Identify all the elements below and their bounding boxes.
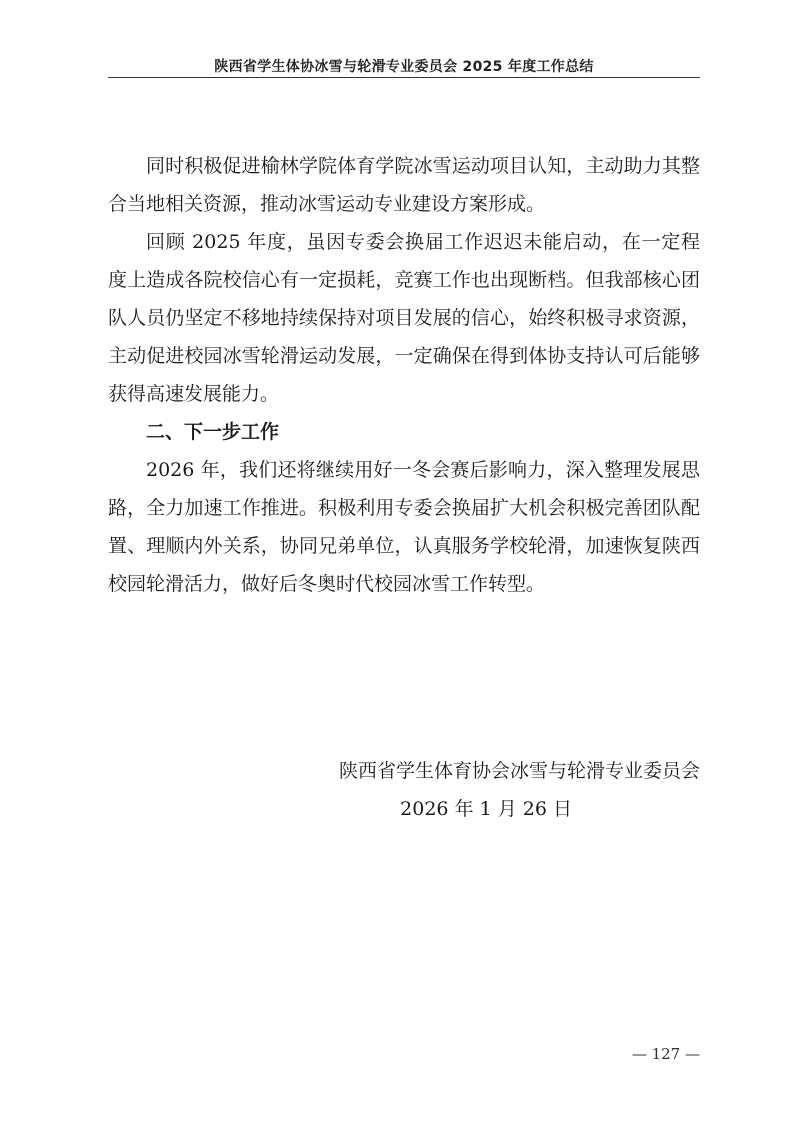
body-paragraph-2: 回顾 2025 年度，虽因专委会换届工作迟迟未能启动，在一定程度上造成各院校信心有一定损耗，竞赛工作也出现断档。但我部核心团队人员仍坚定不移地持续保持对项目发展的信心，始终积极寻求资源，主动促进校园冰雪轮滑运动发展，一定确保在得到体协支持认可后能够获得高速发展能力。 bbox=[108, 231, 700, 405]
signature-date: 2026 年 1 月 26 日 bbox=[400, 798, 572, 820]
signature-block bbox=[108, 752, 700, 828]
document-body bbox=[108, 147, 700, 603]
header-rule bbox=[108, 77, 700, 78]
page-number: — 127 — bbox=[631, 1045, 700, 1063]
signature-organization: 陕西省学生体育协会冰雪与轮滑专业委员会 bbox=[338, 760, 700, 782]
section-heading-next-steps: 二、下一步工作 bbox=[146, 421, 280, 443]
body-paragraph-1: 同时积极促进榆林学院体育学院冰雪运动项目认知，主动助力其整合当地相关资源，推动冰雪运动专业建设方案形成。 bbox=[108, 155, 700, 215]
body-paragraph-3: 2026 年，我们还将继续用好一冬会赛后影响力，深入整理发展思路，全力加速工作推进。积极利用专委会换届扩大机会积极完善团队配置、理顺内外关系，协同兄弟单位，认真服务学校轮滑，加速恢复陕西校园轮滑活力，做好后冬奥时代校园冰雪工作转型。 bbox=[108, 459, 700, 595]
running-header-title: 陕西省学生体协冰雪与轮滑专业委员会 2025 年度工作总结 bbox=[214, 59, 594, 75]
